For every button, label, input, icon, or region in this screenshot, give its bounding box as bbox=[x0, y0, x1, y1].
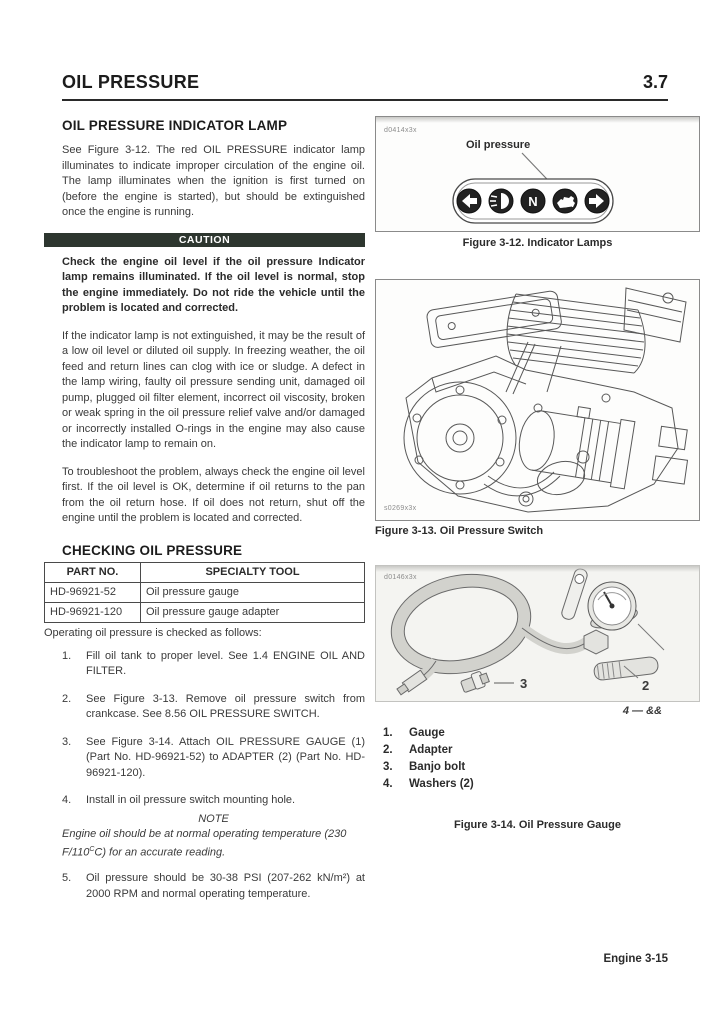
table-header-specialty-tool: SPECIALTY TOOL bbox=[141, 562, 365, 582]
section-number: 3.7 bbox=[642, 72, 668, 92]
table-row bbox=[45, 582, 365, 602]
banjo-bolt-number-label: 3 bbox=[520, 676, 528, 691]
legend-item bbox=[383, 776, 700, 793]
procedure-intro: Operating oil pressure is checked as follows: bbox=[44, 626, 262, 639]
tool-cell: Oil pressure gauge adapter bbox=[141, 602, 365, 622]
procedure-step-5 bbox=[62, 871, 365, 902]
indicator-lamps-drawing bbox=[376, 117, 699, 231]
procedure-step-4 bbox=[62, 793, 365, 809]
page-title: OIL PRESSURE bbox=[62, 72, 200, 92]
oil-pressure-lamp-icon bbox=[553, 189, 577, 213]
figure-3-12-indicator-lamps-image bbox=[375, 116, 700, 232]
scan-shading bbox=[376, 117, 699, 123]
caution-bar: CAUTION bbox=[44, 233, 365, 247]
figure-3-14-legend bbox=[383, 725, 700, 793]
adapter-number-label: 2 bbox=[642, 678, 650, 693]
step-text: Oil pressure should be 30-38 PSI (207-262 kN/m²) at 2000 RPM and normal operating temperature. bbox=[86, 872, 365, 900]
right-turn-lamp-icon bbox=[585, 189, 609, 213]
legend-number: 1. bbox=[383, 727, 393, 739]
tool-cell: Oil pressure gauge bbox=[141, 582, 365, 602]
gauge-kit-drawing bbox=[376, 566, 696, 701]
high-beam-lamp-icon bbox=[489, 189, 513, 213]
step-number: 1. bbox=[62, 649, 72, 662]
procedure-step-2 bbox=[62, 692, 365, 723]
procedure-step-3 bbox=[62, 735, 365, 782]
legend-label: Adapter bbox=[409, 744, 453, 756]
legend-item bbox=[383, 742, 700, 759]
step-text: See Figure 3-14. Attach OIL PRESSURE GAUGE (1) (Part No. HD-96921-52) to ADAPTER (2) (Part No. HD-96921-120). bbox=[86, 735, 365, 779]
note-label: NOTE bbox=[198, 812, 229, 825]
note-text-post: C) for an accurate reading. bbox=[94, 846, 226, 859]
svg-text:N: N bbox=[528, 194, 538, 209]
figure-3-12-caption: Figure 3-12. Indicator Lamps bbox=[462, 237, 613, 249]
step-text: See Figure 3-13. Remove oil pressure switch from crankcase. See 8.56 OIL PRESSURE SWITCH. bbox=[86, 692, 365, 720]
step-text: Fill oil tank to proper level. See 1.4 ENGINE OIL AND FILTER. bbox=[86, 649, 365, 677]
heading-checking-oil-pressure: CHECKING OIL PRESSURE bbox=[62, 542, 243, 558]
oil-pressure-callout-label: Oil pressure bbox=[466, 139, 531, 151]
legend-label: Washers (2) bbox=[409, 778, 474, 790]
paragraph-lamp-causes: If the indicator lamp is not extinguished, it may be the result of a low oil level or diluted oil supply. In freezing weather, the oil feed and return lines can clog with ice or sludge. A defect in the lamp wiring, faulty oil pressure sending unit, damaged oil pump, plugged oil filter element, incorrect oil viscosity, broken or weak spring in the oil pressure relief valve and/or damaged or incorrectly installed O-rings in the engine may also cause the indicator lamp to remain on. bbox=[62, 329, 365, 450]
header-rule bbox=[62, 99, 668, 101]
figure-3-13-oil-pressure-switch-image bbox=[375, 279, 700, 521]
legend-number: 2. bbox=[383, 744, 393, 756]
table-header-row bbox=[45, 562, 365, 582]
left-turn-lamp-icon bbox=[457, 189, 481, 213]
figure-code: d0146x3x bbox=[384, 574, 417, 581]
step-number: 2. bbox=[62, 692, 72, 705]
figure-3-13-caption: Figure 3-13. Oil Pressure Switch bbox=[375, 525, 544, 537]
step-number: 3. bbox=[62, 735, 72, 748]
legend-number: 3. bbox=[383, 761, 393, 773]
legend-label: Gauge bbox=[409, 727, 445, 739]
table-header-part-no: PART NO. bbox=[45, 562, 141, 582]
washers-number-label: 4 — && bbox=[622, 705, 662, 717]
page-footer: Engine 3-15 bbox=[603, 953, 668, 965]
note-superscript: C bbox=[89, 846, 95, 853]
engine-line-drawing bbox=[376, 280, 699, 520]
legend-item bbox=[383, 725, 700, 742]
figure-code: d0414x3x bbox=[384, 127, 417, 134]
figure-3-14-oil-pressure-gauge-image bbox=[375, 565, 700, 702]
left-column bbox=[44, 118, 365, 914]
figure-3-14-caption: Figure 3-14. Oil Pressure Gauge bbox=[454, 819, 621, 831]
right-column bbox=[375, 116, 700, 831]
heading-indicator-lamp: OIL PRESSURE INDICATOR LAMP bbox=[62, 118, 288, 133]
note-text-pre: Engine oil should be at normal operating temperature (230 F/110 bbox=[62, 827, 347, 859]
legend-item bbox=[383, 759, 700, 776]
step-number: 5. bbox=[62, 872, 72, 885]
legend-label: Banjo bolt bbox=[409, 761, 466, 773]
part-no-cell: HD-96921-52 bbox=[45, 582, 141, 602]
figure-3-13-block bbox=[375, 279, 700, 537]
scan-shading bbox=[376, 566, 699, 572]
part-no-cell: HD-96921-120 bbox=[45, 602, 141, 622]
neutral-lamp-icon bbox=[521, 189, 545, 213]
figure-code: s0269x3x bbox=[384, 505, 417, 512]
paragraph-lamp-intro: See Figure 3-12. The red OIL PRESSURE indicator lamp illuminates to indicate improper circulation of the engine oil. The lamp illuminates when the ignition is first turned on (before the engine is started), but should be extinguished once the engine is running. bbox=[62, 144, 365, 218]
specialty-tool-table bbox=[44, 562, 365, 623]
caution-paragraph: Check the engine oil level if the oil pressure Indicator lamp remains illuminated. If the oil level is normal, stop the engine immediately. Do not ride the vehicle until the problem is located and corrected. bbox=[62, 255, 365, 314]
note-text bbox=[62, 827, 365, 862]
procedure-step-1 bbox=[62, 649, 365, 680]
step-text: Install in oil pressure switch mounting hole. bbox=[86, 794, 296, 806]
table-row bbox=[45, 602, 365, 622]
legend-number: 4. bbox=[383, 778, 393, 790]
step-number: 4. bbox=[62, 794, 72, 806]
page-header bbox=[62, 72, 668, 101]
paragraph-troubleshoot: To troubleshoot the problem, always check the engine oil level first. If the oil level is OK, determine if oil returns to the pan from the oil return hose. If oil does not return, shut off the engine until the problem is located and corrected. bbox=[62, 465, 365, 524]
